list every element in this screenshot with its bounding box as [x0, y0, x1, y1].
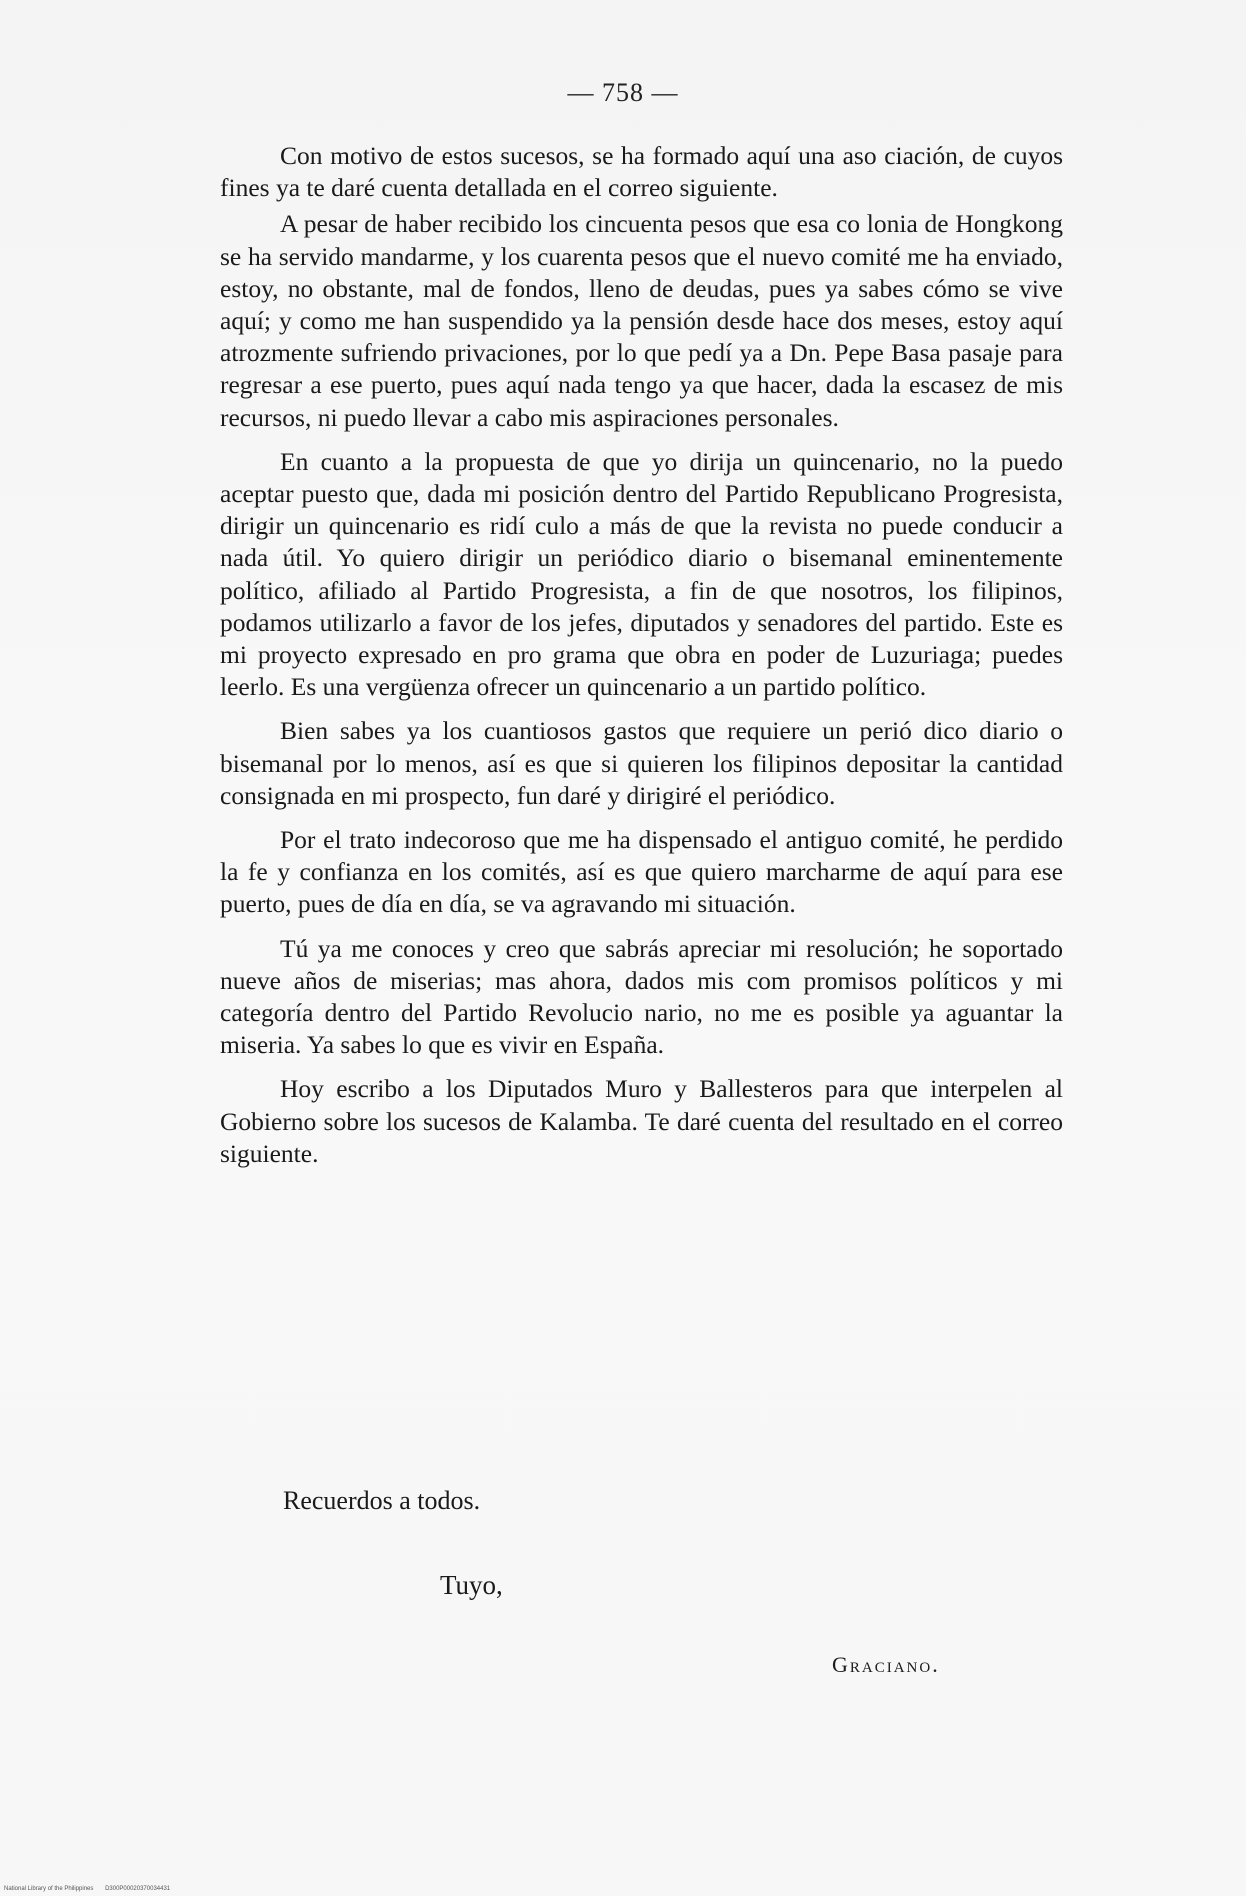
- paragraph: A pesar de haber recibido los cincuenta pesos que esa co lonia de Hongkong se ha servido mandarme, y los cuarenta pesos que el nuevo comité me ha enviado, estoy, no obstante, mal de fondos, lleno de deudas, pues ya sabes cómo se vive aquí; y como me han suspendido ya la pensión desde hace dos meses, estoy aquí atrozmente sufriendo privaciones, por lo que pedí ya a Dn. Pepe Basa pasaje para regresar a ese puerto, pues aquí nada tengo ya que hacer, dada la escasez de mis recursos, ni puedo llevar a cabo mis aspiraciones personales.: [220, 209, 1063, 432]
- paragraph: Con motivo de estos sucesos, se ha formado aquí una aso ciación, de cuyos fines ya te daré cuenta detallada en el correo siguiente.: [220, 141, 1063, 203]
- valediction: Tuyo,: [440, 1570, 503, 1600]
- closing-line: Recuerdos a todos.: [283, 1486, 481, 1515]
- signature: Graciano.: [832, 1652, 940, 1677]
- paragraph: Bien sabes ya los cuantiosos gastos que requiere un perió dico diario o bisemanal por lo menos, así es que si quieren los filipinos depositar la cantidad consignada en mi prospecto, fun daré y dirigiré el periódico.: [220, 716, 1063, 810]
- scan-footer: [4, 1886, 180, 1892]
- paragraph: Tú ya me conoces y creo que sabrás apreciar mi resolución; he soportado nueve años de miserias; mas ahora, dados mis com promisos políticos y mi categoría dentro del Partido Revolucio nario, no me es posible ya aguantar la miseria. Ya sabes lo que es vivir en España.: [220, 933, 1063, 1060]
- footer-code: D300P00020370034431: [105, 1886, 171, 1892]
- paragraph: Por el trato indecoroso que me ha dispensado el antiguo comité, he perdido la fe y confianza en los comités, así es que quiero marcharme de aquí para ese puerto, pues de día en día, se va agravando mi situación.: [220, 825, 1063, 919]
- footer-library: National Library of the Philippines: [4, 1886, 94, 1892]
- letter-body: [220, 140, 1063, 1182]
- paragraph: En cuanto a la propuesta de que yo dirija un quincenario, no la puedo aceptar puesto que, dada mi posición dentro del Partido Republicano Progresista, dirigir un quincenario es ridí culo a más de que la revista no puede conducir a nada útil. Yo quiero dirigir un periódico diario o bisemanal eminentemente político, afiliado al Partido Progresista, a fin de que nosotros, los filipinos, podamos utilizarlo a favor de los jefes, diputados y senadores del partido. Este es mi proyecto expresado en pro grama que obra en poder de Luzuriaga; puedes leerlo. Es una vergüenza ofrecer un quincenario a un partido político.: [220, 446, 1063, 702]
- paragraph: Hoy escribo a los Diputados Muro y Ballesteros para que interpelen al Gobierno sobre los sucesos de Kalamba. Te daré cuenta del resultado en el correo siguiente.: [220, 1074, 1063, 1168]
- page-number: — 758 —: [567, 78, 679, 107]
